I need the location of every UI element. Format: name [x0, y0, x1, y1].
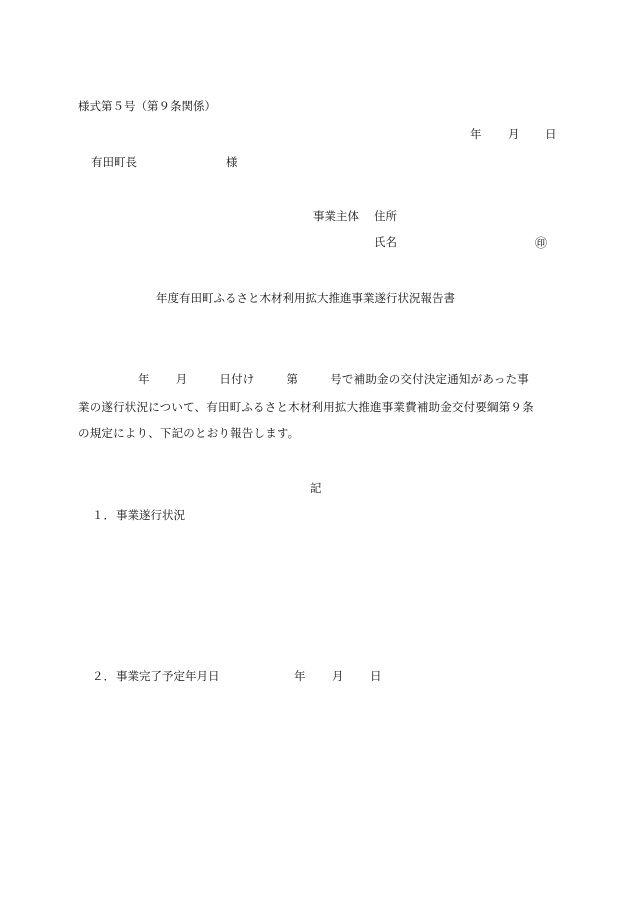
- address-label: 住所: [374, 209, 397, 223]
- date-year-label: 年: [470, 127, 482, 141]
- body-year: 年: [138, 372, 150, 386]
- form-number: 様式第５号（第９条関係）: [78, 99, 216, 113]
- item-2-label: 事業完了予定年月日: [116, 669, 220, 683]
- body-line-3: の規定により、下記のとおり報告します。: [78, 426, 300, 440]
- date-day-label: 日: [545, 127, 557, 141]
- item-2-day: 日: [370, 669, 382, 683]
- item-2-year: 年: [294, 669, 306, 683]
- body-line-1-rest: 号で補助金の交付決定通知があった事: [330, 372, 530, 386]
- body-month: 月: [175, 372, 188, 386]
- body-line-1: [138, 374, 529, 386]
- ki-mark: 記: [310, 481, 322, 495]
- addressee-honorific: 様: [226, 155, 238, 169]
- date-month-label: 月: [508, 127, 520, 141]
- item-1-label: 事業遂行状況: [116, 508, 185, 522]
- entity-label: 事業主体: [313, 209, 359, 223]
- item-2-month: 月: [332, 669, 344, 683]
- body-line-2: 業の遂行状況について、有田町ふるさと木材利用拡大推進事業費補助金交付要綱第９条: [78, 400, 534, 414]
- document-title: 年度有田町ふるさと木材利用拡大推進事業遂行状況報告書: [156, 291, 455, 305]
- item-2-number: ２．: [92, 669, 115, 683]
- addressee-name: 有田町長: [91, 155, 137, 169]
- item-1-number: １．: [92, 508, 115, 522]
- name-label: 氏名: [374, 235, 397, 249]
- seal-mark: ㊞: [535, 236, 548, 250]
- body-day: 日付け: [219, 372, 255, 386]
- body-no-prefix: 第: [286, 372, 299, 386]
